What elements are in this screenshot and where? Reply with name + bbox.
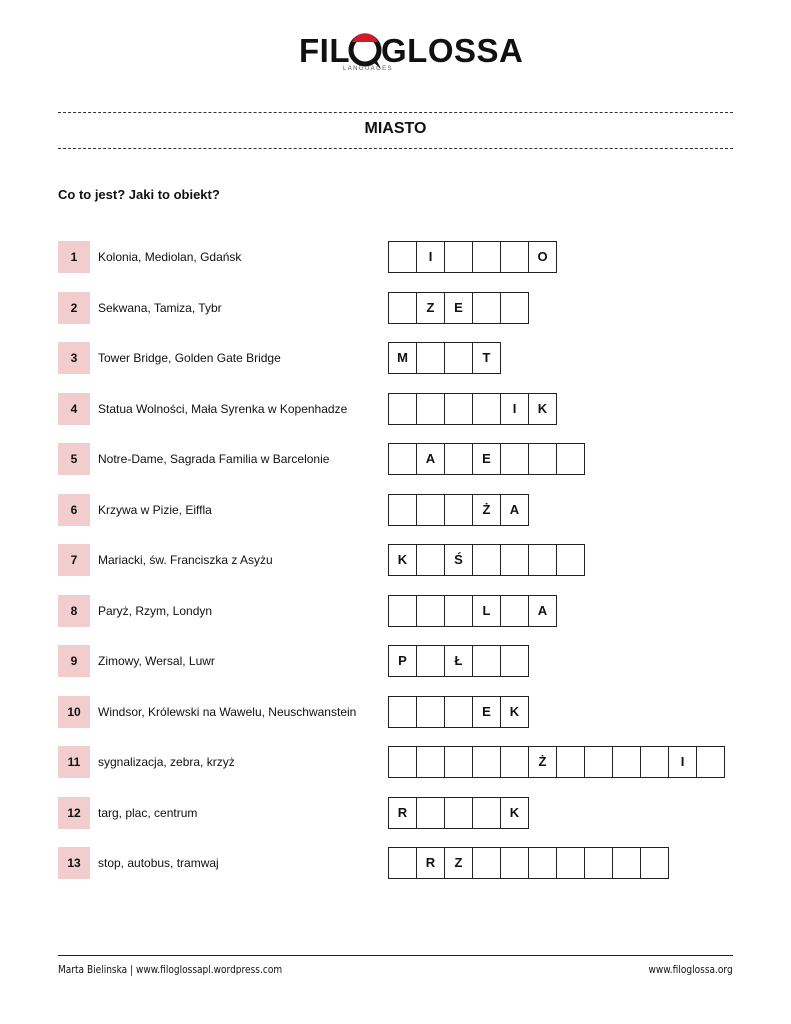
- letter-box[interactable]: E: [472, 696, 501, 728]
- letter-box[interactable]: E: [444, 292, 473, 324]
- logo-text-right: GLOSSA: [381, 32, 524, 69]
- puzzle-row: [58, 241, 758, 273]
- letter-box[interactable]: Ż: [528, 746, 557, 778]
- letter-box[interactable]: A: [416, 443, 445, 475]
- puzzle-row: [58, 746, 758, 778]
- letter-box[interactable]: [584, 847, 613, 879]
- logo-text-left: FIL: [299, 32, 350, 69]
- puzzle-row: [58, 847, 758, 879]
- answer-boxes: [388, 847, 668, 879]
- letter-box[interactable]: [416, 393, 445, 425]
- answer-boxes: [388, 241, 556, 273]
- letter-box[interactable]: [444, 595, 473, 627]
- letter-box[interactable]: [472, 544, 501, 576]
- answer-boxes: [388, 797, 528, 829]
- letter-box[interactable]: [388, 393, 417, 425]
- answer-boxes: [388, 544, 584, 576]
- clue-text: Statua Wolności, Mała Syrenka w Kopenhadze: [98, 402, 348, 416]
- puzzle-row: [58, 544, 758, 576]
- row-number-badge: 13: [58, 847, 90, 879]
- letter-box[interactable]: [472, 797, 501, 829]
- clue-text: Notre-Dame, Sagrada Familia w Barcelonie: [98, 452, 330, 466]
- letter-box[interactable]: [500, 645, 529, 677]
- answer-boxes: [388, 393, 556, 425]
- letter-box[interactable]: [388, 292, 417, 324]
- puzzle-row: [58, 342, 758, 374]
- answer-boxes: [388, 645, 528, 677]
- row-number-badge: 5: [58, 443, 90, 475]
- letter-box[interactable]: [500, 847, 529, 879]
- clue-text: Kolonia, Mediolan, Gdańsk: [98, 250, 242, 264]
- clue-text: Krzywa w Pizie, Eiffla: [98, 503, 212, 517]
- clue-text: stop, autobus, tramwaj: [98, 856, 219, 870]
- letter-box[interactable]: [640, 847, 669, 879]
- letter-box[interactable]: O: [528, 241, 557, 273]
- row-number-badge: 2: [58, 292, 90, 324]
- letter-box[interactable]: E: [472, 443, 501, 475]
- answer-boxes: [388, 494, 528, 526]
- letter-box[interactable]: I: [500, 393, 529, 425]
- letter-box[interactable]: [500, 443, 529, 475]
- letter-box[interactable]: [696, 746, 725, 778]
- letter-box[interactable]: [556, 746, 585, 778]
- letter-box[interactable]: [528, 847, 557, 879]
- letter-box[interactable]: Z: [444, 847, 473, 879]
- letter-box[interactable]: Ś: [444, 544, 473, 576]
- clue-text: Paryż, Rzym, Londyn: [98, 604, 213, 618]
- letter-box[interactable]: [528, 544, 557, 576]
- answer-boxes: [388, 746, 724, 778]
- letter-box[interactable]: [640, 746, 669, 778]
- letter-box[interactable]: [472, 393, 501, 425]
- letter-box[interactable]: K: [500, 696, 529, 728]
- footer-website: www.filoglossa.org: [648, 963, 733, 976]
- footer-divider: [58, 955, 733, 956]
- letter-box[interactable]: L: [472, 595, 501, 627]
- row-number-badge: 4: [58, 393, 90, 425]
- row-number-badge: 1: [58, 241, 90, 273]
- letter-box[interactable]: P: [388, 645, 417, 677]
- letter-box[interactable]: [500, 544, 529, 576]
- letter-box[interactable]: [472, 241, 501, 273]
- letter-box[interactable]: [416, 746, 445, 778]
- puzzle-row: [58, 443, 758, 475]
- letter-box[interactable]: [556, 544, 585, 576]
- letter-box[interactable]: [444, 393, 473, 425]
- letter-box[interactable]: [444, 696, 473, 728]
- letter-box[interactable]: [556, 847, 585, 879]
- question-heading: Co to jest? Jaki to obiekt?: [58, 187, 220, 202]
- row-number-badge: 7: [58, 544, 90, 576]
- letter-box[interactable]: [500, 292, 529, 324]
- clue-text: Sekwana, Tamiza, Tybr: [98, 301, 222, 315]
- clue-text: Windsor, Królewski na Wawelu, Neuschwanstein: [98, 705, 357, 719]
- letter-box[interactable]: Z: [416, 292, 445, 324]
- puzzle-row: [58, 797, 758, 829]
- letter-box[interactable]: [472, 645, 501, 677]
- letter-box[interactable]: [500, 595, 529, 627]
- letter-box[interactable]: Ż: [472, 494, 501, 526]
- puzzle-row: [58, 494, 758, 526]
- letter-box[interactable]: I: [668, 746, 697, 778]
- letter-box[interactable]: [612, 847, 641, 879]
- letter-box[interactable]: [472, 847, 501, 879]
- letter-box[interactable]: [388, 595, 417, 627]
- letter-box[interactable]: [416, 544, 445, 576]
- footer-author: Marta Bielinska | www.filoglossapl.wordpress.com: [58, 963, 283, 976]
- puzzle-row: [58, 292, 758, 324]
- puzzle-row: [58, 595, 758, 627]
- letter-box[interactable]: [416, 595, 445, 627]
- letter-box[interactable]: [416, 696, 445, 728]
- letter-box[interactable]: [472, 292, 501, 324]
- letter-box[interactable]: [416, 797, 445, 829]
- letter-box[interactable]: [388, 847, 417, 879]
- letter-box[interactable]: [528, 443, 557, 475]
- letter-box[interactable]: R: [416, 847, 445, 879]
- letter-box[interactable]: [444, 342, 473, 374]
- letter-box[interactable]: T: [472, 342, 501, 374]
- puzzle-row: [58, 393, 758, 425]
- letter-box[interactable]: [500, 746, 529, 778]
- answer-boxes: [388, 696, 528, 728]
- letter-box[interactable]: [500, 241, 529, 273]
- letter-box[interactable]: [388, 746, 417, 778]
- puzzle-row: [58, 696, 758, 728]
- letter-box[interactable]: [388, 494, 417, 526]
- letter-box[interactable]: [584, 746, 613, 778]
- letter-box[interactable]: [556, 443, 585, 475]
- row-number-badge: 6: [58, 494, 90, 526]
- letter-box[interactable]: A: [500, 494, 529, 526]
- row-number-badge: 10: [58, 696, 90, 728]
- letter-box[interactable]: R: [388, 797, 417, 829]
- logo: [0, 28, 791, 78]
- letter-box[interactable]: [612, 746, 641, 778]
- row-number-badge: 11: [58, 746, 90, 778]
- letter-box[interactable]: M: [388, 342, 417, 374]
- letter-box[interactable]: K: [388, 544, 417, 576]
- letter-box[interactable]: [388, 241, 417, 273]
- letter-box[interactable]: K: [500, 797, 529, 829]
- clue-text: Mariacki, św. Franciszka z Asyżu: [98, 553, 273, 567]
- letter-box[interactable]: [416, 494, 445, 526]
- clue-text: targ, plac, centrum: [98, 806, 198, 820]
- page-title: MIASTO: [364, 120, 427, 137]
- logo-subtitle: LANGUAGES: [343, 66, 393, 72]
- letter-box[interactable]: Ł: [444, 645, 473, 677]
- row-number-badge: 12: [58, 797, 90, 829]
- answer-boxes: [388, 595, 556, 627]
- puzzle-row: [58, 645, 758, 677]
- answer-boxes: [388, 443, 584, 475]
- answer-boxes: [388, 342, 500, 374]
- letter-box[interactable]: [416, 645, 445, 677]
- letter-box[interactable]: [444, 797, 473, 829]
- letter-box[interactable]: [388, 443, 417, 475]
- letter-box[interactable]: [444, 494, 473, 526]
- letter-box[interactable]: [472, 746, 501, 778]
- clue-text: Tower Bridge, Golden Gate Bridge: [98, 351, 281, 365]
- letter-box[interactable]: K: [528, 393, 557, 425]
- letter-box[interactable]: [444, 443, 473, 475]
- divider-top: [58, 112, 733, 113]
- letter-box[interactable]: [388, 696, 417, 728]
- clue-text: Zimowy, Wersal, Luwr: [98, 654, 215, 668]
- letter-box[interactable]: [416, 342, 445, 374]
- divider-bottom: [58, 148, 733, 149]
- row-number-badge: 3: [58, 342, 90, 374]
- letter-box[interactable]: [444, 241, 473, 273]
- letter-box[interactable]: I: [416, 241, 445, 273]
- letter-box[interactable]: A: [528, 595, 557, 627]
- letter-box[interactable]: [444, 746, 473, 778]
- row-number-badge: 9: [58, 645, 90, 677]
- clue-text: sygnalizacja, zebra, krzyż: [98, 755, 235, 769]
- answer-boxes: [388, 292, 528, 324]
- row-number-badge: 8: [58, 595, 90, 627]
